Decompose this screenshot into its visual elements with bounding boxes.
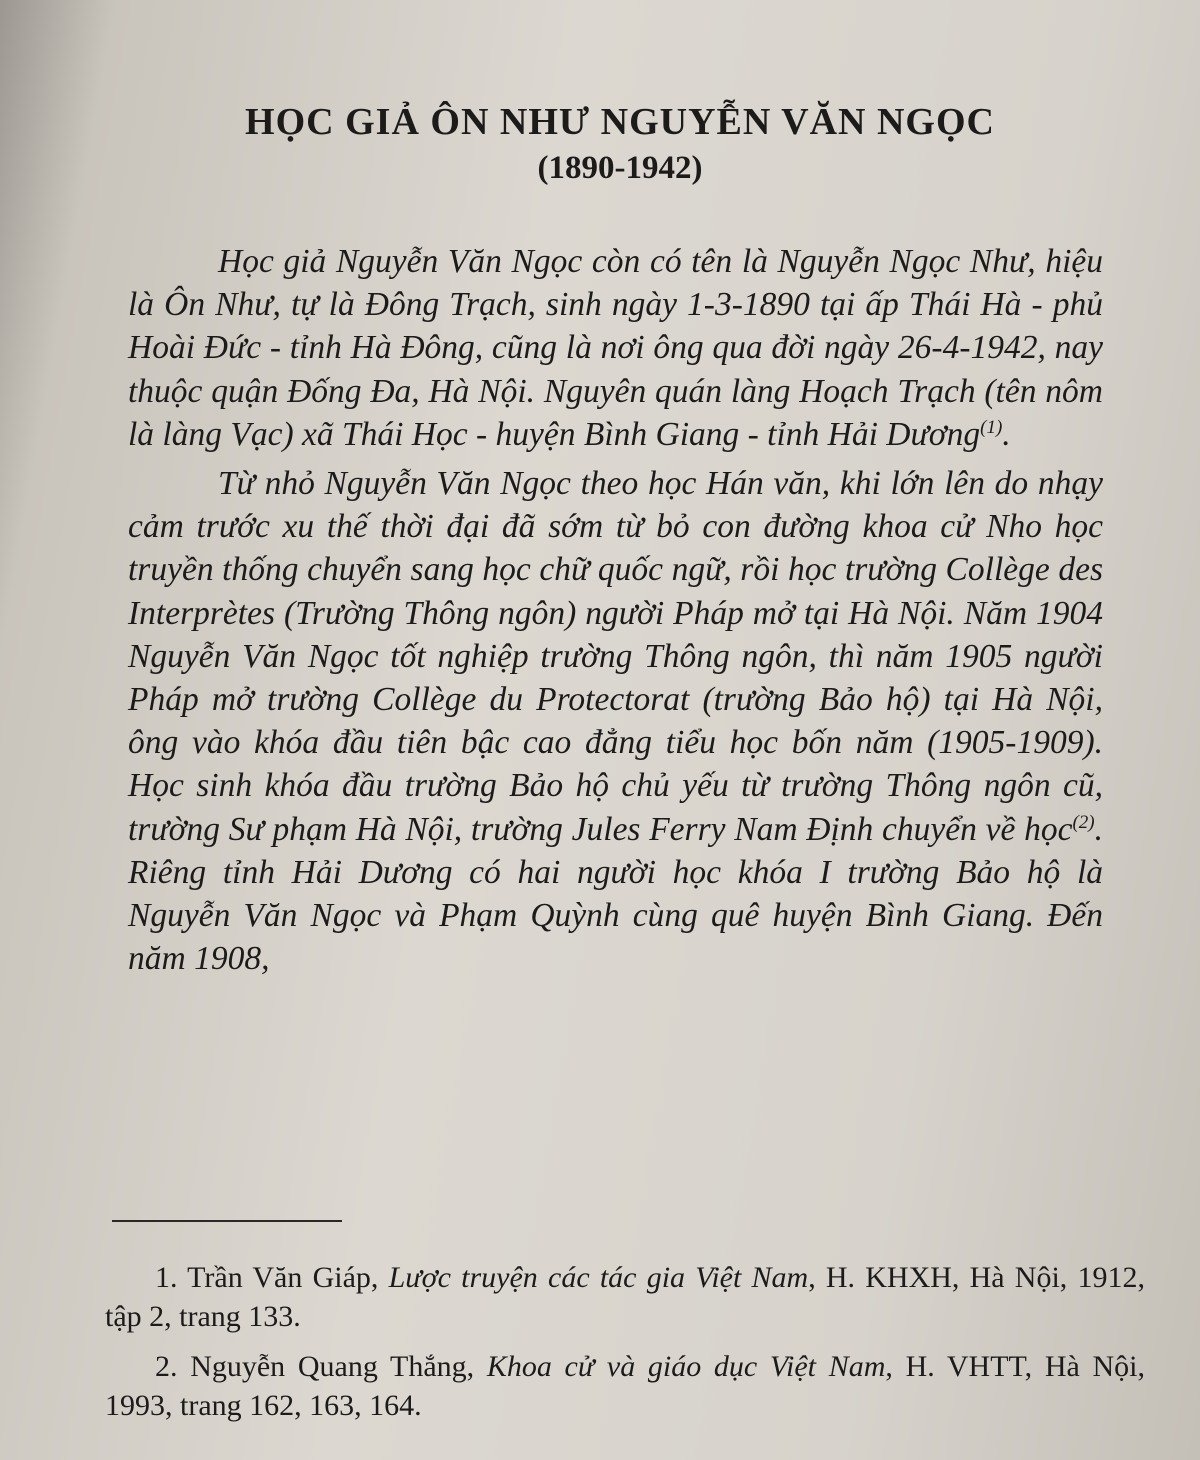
paragraph-2-text-b: . Riêng tỉnh Hải Dương có hai người học khóa I trường Bảo hộ là Nguyễn Văn Ngọc và Phạm Quỳnh cùng quê huyện Bình Giang. Đến năm 1908,: [128, 810, 1103, 978]
footnote-divider: [112, 1220, 342, 1222]
footnote-ref-1: (1): [980, 416, 1003, 438]
footnote-1-prefix: 1. Trần Văn Giáp,: [155, 1261, 389, 1294]
footnotes: [105, 1258, 1145, 1425]
footnote-2: [105, 1347, 1145, 1425]
footnote-2-suffix: , H. VHTT, Hà Nội, 1993, trang 162, 163, 164.: [105, 1350, 1146, 1422]
paragraph-1-text: Học giả Nguyễn Văn Ngọc còn có tên là Nguyễn Ngọc Như, hiệu là Ôn Như, tự là Đông Trạch, sinh ngày 1-3-1890 tại ấp Thái Hà - phủ Hoài Đức - tỉnh Hà Đông, cũng là nơi ông qua đời ngày 26-4-1942, nay thuộc quận Đống Đa, Hà Nội. Nguyên quán làng Hoạch Trạch (tên nôm là làng Vạc) xã Thái Học - huyện Bình Giang - tỉnh Hải Dương: [128, 243, 1103, 453]
footnote-ref-2: (2): [1072, 811, 1095, 833]
paragraph-1: [128, 240, 1103, 456]
footnote-1-work: Lược truyện các tác gia Việt Nam: [388, 1261, 809, 1294]
paragraph-1-tail: .: [1002, 415, 1011, 453]
paragraph-2: [128, 462, 1103, 980]
footnote-2-prefix: 2. Nguyễn Quang Thắng,: [155, 1350, 487, 1383]
footnote-1-suffix: , H. KHXH, Hà Nội, 1912, tập 2, trang 133.: [105, 1261, 1145, 1333]
chapter-title: HỌC GIẢ ÔN NHƯ NGUYỄN VĂN NGỌC: [245, 101, 995, 143]
paragraph-2-text-a: Từ nhỏ Nguyễn Văn Ngọc theo học Hán văn, khi lớn lên do nhạy cảm trước xu thế thời đại đã sớm từ bỏ con đường khoa cử Nho học truyền thống chuyển sang học chữ quốc ngữ, rồi học trường Collège des Interprètes (Trường Thông ngôn) người Pháp mở tại Hà Nội. Năm 1904 Nguyễn Văn Ngọc tốt nghiệp trường Thông ngôn, thì năm 1905 người Pháp mở trường Collège du Protectorat (trường Bảo hộ) tại Hà Nội, ông vào khóa đầu tiên bậc cao đẳng tiểu học bốn năm (1905-1909). Học sinh khóa đầu trường Bảo hộ chủ yếu từ trường Thông ngôn cũ, trường Sư phạm Hà Nội, trường Jules Ferry Nam Định chuyển về học: [128, 465, 1103, 848]
chapter-years: (1890-1942): [537, 150, 703, 186]
footnote-2-work: Khoa cử và giáo dục Việt Nam: [486, 1350, 886, 1383]
footnote-1: [105, 1258, 1145, 1336]
body-text: [128, 240, 1103, 980]
